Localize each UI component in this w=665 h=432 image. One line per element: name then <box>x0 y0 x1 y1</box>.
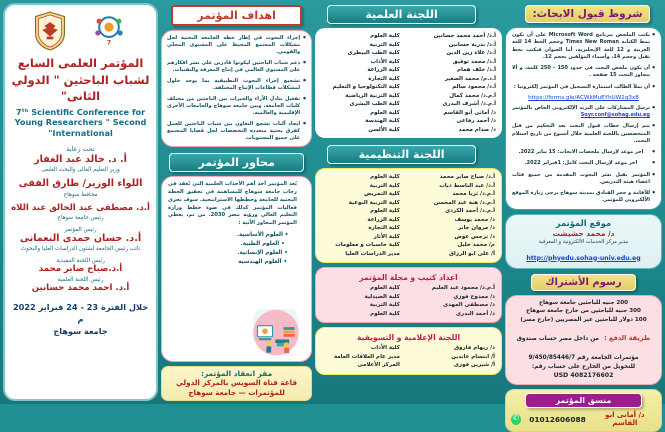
official-2-role: رئيس جامعة سوهاج <box>57 214 104 221</box>
member-faculty: كلية العلوم <box>370 109 400 116</box>
axis-item: • العلوم الإنسانية. <box>237 249 288 256</box>
coordinator-box <box>505 389 662 432</box>
table-row <box>321 66 496 75</box>
member-faculty: كلية الهندسة <box>365 118 400 125</box>
axis-item: • العلوم الطبية. <box>240 240 285 247</box>
member-faculty: كلية التجارة <box>368 225 400 232</box>
scientific-committee-box <box>315 28 502 138</box>
conference-date: خلال الفترة 23 - 24 فبراير 2022 م <box>12 301 149 324</box>
member-name: د/ محمد يوسف <box>454 216 495 223</box>
registration-form-link[interactable]: https://forms.gle/ACWkMuEYhUW2q3x8 <box>528 94 639 101</box>
under-patronage-label: تحت رعاية <box>66 144 95 153</box>
table-row <box>321 109 496 118</box>
member-faculty: كلية حاسبات و معلومات <box>335 242 400 249</box>
venue-header: مقر انعقاد المؤتمر: <box>200 369 273 379</box>
member-name: أ.د/ محمود سالم <box>452 84 496 91</box>
committees-column <box>315 3 502 401</box>
goals-axes-column <box>161 3 312 401</box>
title-block <box>3 3 158 401</box>
goal-item: ● ايجاد آليات تشجع التعاون بين شباب الباحثين للعمل كفرق بحثية متعددة التخصصات لحل قضايا المجتمع على جميع المستويات. <box>167 121 306 142</box>
scientific-chair-name: أ.د. احمد محمد حسانين <box>31 282 130 293</box>
conference-chair-label: رئيس المؤتمر <box>64 226 97 233</box>
condition-item: ● المؤتمر يقبل نشر البحوث المقدمة من جميع فئات اعضاء هيئة التدريس. <box>512 172 655 187</box>
conference-place: جامعة سوهاج <box>53 326 108 337</box>
goal-item: ● تشجيع إجراء البحوث التطبيقية بما يوجد حلول لمشكلات قطاعات الإنتاج المختلفة. <box>167 78 306 92</box>
member-faculty: كلية التمريض <box>364 191 400 198</box>
member-name: د/ أحمد البدرى <box>456 310 495 317</box>
payment-method-label: طريقة الدفع : <box>604 334 651 343</box>
member-faculty: كلية التربية <box>369 41 400 48</box>
member-faculty: كلية الزراعة <box>367 216 400 223</box>
table-row <box>321 126 496 135</box>
scientific-committee-header: اللجنة العلمية <box>327 5 476 24</box>
table-row <box>322 241 495 250</box>
member-name: أ.م.د/ أحمد الكردى <box>445 208 495 215</box>
condition-item: ● اخر موعد لإرسال ملخصات الابحاث: 15 يناير 2022. <box>512 149 655 156</box>
member-faculty: كلية العلوم <box>370 285 400 292</box>
conference-chair-name: أ.د. حسان حمدى النعمانى <box>19 232 142 244</box>
coordinator-contact-row <box>511 411 656 427</box>
coordinator-header: منسق المؤتمر <box>525 393 642 408</box>
condition-item: ● يتم إرسال خطاب قبول البحث بعد التحكيم من قبل المتخصصين باللجنة العلمية خلال أسبوع من تاريخ استلام البحث. <box>512 123 655 145</box>
book-committee-header: اعداد كتيب و مجلة المؤتمر <box>359 273 458 283</box>
table-row <box>321 32 496 41</box>
table-row <box>322 182 495 191</box>
condition-item: ● اخر موعد لإرسال البحث كامل: 1فبراير 2022. <box>512 160 655 167</box>
fee-line: 200 جنيه للباحثين جامعة سوهاج <box>538 299 628 306</box>
condition-item: ● للأقامة و حجز الفنادق بمدينة سوهاج يرجى زيارة الموقع الألكترونى للمؤتمر. <box>512 190 655 205</box>
scientific-chair-label: رئيس اللجنة العلمية <box>57 276 104 283</box>
website-header: موقع المؤتمر <box>555 217 612 228</box>
member-name: د/ نرجس عوض <box>454 233 495 240</box>
member-name: أ.د.م/ محمد الصغير <box>444 75 496 82</box>
member-faculty: المركز الأعلامى <box>357 362 400 369</box>
website-url-link[interactable]: http://phyedu.sohag-univ.edu.eg <box>526 254 641 262</box>
member-name: م/ محمد خليل <box>457 242 495 249</box>
book-committee-box <box>315 267 502 323</box>
member-faculty: كلية التربية <box>369 182 400 189</box>
organizing-committee-box <box>315 168 502 263</box>
table-row <box>322 173 495 182</box>
whatsapp-phone-icon[interactable] <box>511 414 521 425</box>
goals-box <box>161 30 312 147</box>
member-faculty: كلية الألسن <box>368 126 400 133</box>
table-row <box>321 41 496 50</box>
table-row <box>322 344 495 353</box>
member-name: د/ أحمد رفاعى <box>456 118 496 125</box>
axis-item: • العلوم الأساسية. <box>236 231 289 238</box>
member-faculty: كلية الأثار <box>373 233 400 240</box>
payment-method-row <box>512 325 655 363</box>
venue-block <box>161 366 312 401</box>
table-row <box>322 293 495 302</box>
condition-item: ● يكتب الملخص ببرنامج Microsoft Word على أن يكون نمط الكتابة Times New Roman وحجم الخط 14 للغة العربية و 12 للغة الإنجليزية، أما العنوان فيكتب بخط ثقيل وحجم 14، وأسماء المؤلفين بحجم 12. <box>512 32 655 61</box>
transfer-label: للتحويل من الخارج على حساب رقم: <box>531 364 636 371</box>
goal-item: ● تفعيل تبادل الآراء والخبرات بين الباحثين من مختلف كليات الجامعة، وبين جامعة سوهاج والجامعات الأخرى الإقليمية والعالمية. <box>167 96 306 117</box>
member-name: أ.د/ صباح صابر محمد <box>439 174 495 181</box>
member-faculty: مدير عام العلاقات العامة <box>333 353 400 360</box>
executive-chair-label: رئيس اللجنة التنفيذية <box>56 258 105 265</box>
table-row <box>322 361 495 370</box>
axis-item: • العلوم الهندسية <box>238 258 288 265</box>
table-row <box>321 58 496 67</box>
member-faculty: كلية الصيدلية <box>364 293 400 300</box>
svg-text:7: 7 <box>106 40 111 47</box>
member-name: د/ أمانى أبو القاسم <box>443 109 496 116</box>
goals-header: اهداف المؤتمر <box>171 5 302 26</box>
organizing-committee-header: اللجنة التنظيمية <box>327 145 476 164</box>
member-faculty: مدير الدراسات العليا <box>345 250 400 257</box>
official-1-role: محافظ سوهاج <box>63 191 98 198</box>
website-manager-name: د/ محمد حشيشت <box>552 228 615 238</box>
member-faculty: كلية الزراعة <box>367 67 400 74</box>
media-committee-box <box>315 327 502 375</box>
member-faculty: كلية العلوم <box>370 208 400 215</box>
member-faculty: كلية العلوم <box>370 174 400 181</box>
coordinator-name: د/ أمانى ابو القاسم <box>605 411 645 427</box>
table-row <box>322 284 495 293</box>
condition-email-item <box>512 105 655 120</box>
member-name: أ.م.د/ هبة عبد المحسن <box>433 199 495 206</box>
member-faculty: كلية التربية الرياضية <box>345 92 400 99</box>
member-faculty: كلية التكنولوجيا و التعليم <box>332 84 400 91</box>
table-row <box>322 353 495 362</box>
table-row <box>322 250 495 259</box>
member-name: أ.د/ أحمد محمد حسانين <box>433 33 496 39</box>
table-row <box>322 216 495 225</box>
goal-item: ● دعم شباب الباحثين ليكونوا قادرين على نشر افكارهم على المستوى العالمي في إنتاج المعرفة والتقنيات. <box>167 60 306 74</box>
member-name: أ.د/ علاء زين الدين <box>446 50 496 57</box>
member-name: د/ صدام محمد <box>458 126 496 133</box>
member-name: أ/ ابتسام عابدين <box>451 353 495 360</box>
official-0-role: وزير التعليم العالى والبحث العلمى <box>41 167 120 174</box>
table-row <box>322 301 495 310</box>
member-name: أ/ على ابو الرزاق <box>449 250 495 257</box>
conditions-column <box>505 3 662 427</box>
member-faculty: كلية التربية النوعية <box>348 199 400 206</box>
condition-email-text: ترسل المشاركات على البريد الإلكترونى الخاص بالمؤتمر <box>511 104 650 111</box>
member-faculty: كلية الأداب <box>370 58 400 65</box>
member-faculty: كلية التجارة <box>368 75 400 82</box>
logo-row <box>10 11 151 51</box>
conference-email-link[interactable]: Soyr.conf@sohag.edu.eg <box>580 112 650 118</box>
conference-website-box <box>505 214 662 269</box>
member-name: أ.م.د/ محمود عبد العليم <box>431 285 495 292</box>
venue-text: قاعة قناة السويس بالمركز الدولي للمؤتمرات — جامعة سوهاج <box>176 378 298 397</box>
conditions-box <box>505 27 662 210</box>
website-manager-role: مدير مركز الخدمات الألكترونية و المعرفية <box>538 238 629 245</box>
axes-intro-text: يُعد المؤتمر أحد أهم الأحداث العلمية التي تُعقد في رحاب جامعة سوهاج للمساهمة في تحقيق الخطة البحثية للجامعة وخططها الاستراتيجية. سوف تجري فعاليات المؤتمر كذلك في ضوء خطط وزارة التعليم العالي ورؤية مصر 2030. من ثم، يغطي المؤتمر المحاور الآتية : <box>168 181 297 227</box>
conference-chair-role: نائب رئيس الجامعة لشئون الدراسات العليا والبحوث <box>20 246 141 253</box>
executive-chair-name: أ.د.صباح صابر محمد <box>38 264 123 275</box>
member-name: أ.د/ محمد توفيق <box>452 58 496 65</box>
title-column <box>3 3 158 401</box>
official-0-name: أ. د. خالد عبد الغفار <box>34 153 127 165</box>
english-conference-title: 7ᵗʰ Scientific Conference for Young Researchers " Second International" <box>14 107 147 138</box>
table-row <box>322 207 495 216</box>
axes-header: محاور المؤتمر <box>169 153 304 172</box>
university-eagle-emblem-icon <box>33 11 67 51</box>
member-name: د/ ريهام فاروق <box>454 345 495 352</box>
table-row <box>322 224 495 233</box>
fees-header: رسوم الأشتراك <box>531 274 636 291</box>
member-faculty: كلية العلوم <box>370 310 400 317</box>
table-row <box>322 233 495 242</box>
students-books-illustration <box>245 309 307 359</box>
fee-line: 100 دولار للباحثين غير المصريين (خارج مصر) <box>520 317 647 324</box>
coordinator-phone[interactable]: 01012606088 <box>529 414 586 424</box>
table-row <box>322 310 495 319</box>
member-faculty: كلية العلوم <box>370 33 400 39</box>
member-faculty: كلية الأداب <box>370 345 400 352</box>
table-row <box>321 117 496 126</box>
table-row <box>321 100 496 109</box>
media-committee-header: اللجنة الإعلامية و التسويقية <box>357 333 461 343</box>
condition-item: ● أن يكون ملخص البحث فى حدود 150 - 250 كلمة، و ألا يتجاوز البحث 15 صفحة . <box>512 65 655 80</box>
member-name: أ.م.د/ ثريا محمد <box>452 191 495 198</box>
table-row <box>321 75 496 84</box>
fees-box <box>505 295 662 386</box>
official-1-name: اللواء الوزير/ طارق الفقى <box>18 178 143 190</box>
member-name: أ/ شيرين فوزى <box>453 362 495 369</box>
member-name: أ.م.د/ أشرف البدرى <box>442 101 496 108</box>
member-faculty: كلية التربية <box>369 302 400 309</box>
member-name: أ.د/ خلف همام <box>456 67 496 74</box>
member-name: أ.د/ بدرية حسانين <box>448 41 496 48</box>
transfer-account-number: USD 4082176602 <box>553 372 614 379</box>
goal-item: ● إجراء البحوث في إطار خطة الجامعة البحثية لحل مشكلات المجتمع المحيط على المستوى المحلي والقومي. <box>167 35 306 56</box>
member-name: أ.م.د/ محمد كمال <box>449 92 496 99</box>
conference-logo-icon <box>89 14 129 48</box>
axes-box <box>161 176 312 362</box>
official-2-name: أ.د. مصطفى عبد الخالق عبد اللاه <box>11 202 150 213</box>
member-faculty: كلية الطب البشرى <box>349 101 400 108</box>
member-name: أ.د/ عبد الباسط دياب <box>439 182 495 189</box>
table-row <box>321 92 496 101</box>
member-name: د/ مصطفى المهدى <box>443 302 495 309</box>
table-row <box>322 190 495 199</box>
table-row <box>322 199 495 208</box>
table-row <box>321 49 496 58</box>
table-row <box>321 83 496 92</box>
conditions-header: شروط قبول الابحاث: <box>525 5 650 23</box>
member-name: د/ ممدوح فوزى <box>453 293 495 300</box>
payment-method-text: من داخل مصر حساب صندوق مؤتمرات الجامعة رقم 9/450/85446/7 <box>516 336 639 362</box>
arabic-conference-title: المؤتمر العلمى السابع لشباب الباحثين " الدولي الثانى" <box>11 56 150 104</box>
fee-line: 300 جنيه للباحثين من خارج جامعة سوهاج <box>526 308 641 315</box>
member-name: د/ مروان جابر <box>457 225 495 232</box>
condition-item: ● أن يملأ الطالب استمارة التسجيل فى المؤتمر إلكترونيا : <box>512 84 655 91</box>
member-faculty: كلية الطب البيطرى <box>347 50 400 57</box>
